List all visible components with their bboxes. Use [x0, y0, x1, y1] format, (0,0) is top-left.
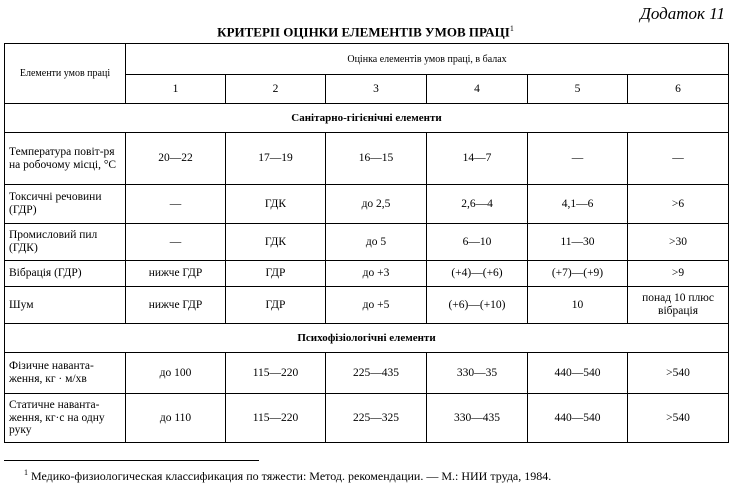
page-title	[0, 24, 731, 40]
header-score: 5	[528, 75, 628, 104]
section-title: Психофізіологічні елементи	[5, 324, 729, 353]
cell: (+6)—(+10)	[427, 287, 528, 324]
cell: 115—220	[226, 394, 326, 443]
table-row	[5, 394, 729, 443]
footnote-mark: 1	[24, 468, 28, 477]
cell: 10	[528, 287, 628, 324]
cell: 16—15	[326, 133, 427, 185]
cell: нижче ГДР	[126, 287, 226, 324]
cell: >6	[628, 185, 729, 224]
cell: до 100	[126, 353, 226, 394]
section-title: Санітарно-гігієнічні елементи	[5, 104, 729, 133]
cell: 4,1—6	[528, 185, 628, 224]
table-row	[5, 353, 729, 394]
cell: ГДК	[226, 224, 326, 261]
cell: (+4)—(+6)	[427, 261, 528, 287]
header-score: 3	[326, 75, 427, 104]
footnote-divider	[4, 460, 259, 461]
cell: >30	[628, 224, 729, 261]
cell: 11—30	[528, 224, 628, 261]
table-row	[5, 287, 729, 324]
cell: 330—435	[427, 394, 528, 443]
cell: ГДР	[226, 261, 326, 287]
header-score: 6	[628, 75, 729, 104]
row-label: Температура повіт-ря на робочому місці, °С	[5, 133, 126, 185]
title-footnote-mark: 1	[509, 24, 514, 33]
header-score: 2	[226, 75, 326, 104]
cell: 6—10	[427, 224, 528, 261]
cell: 330—35	[427, 353, 528, 394]
cell: 225—435	[326, 353, 427, 394]
row-label: Фізичне наванта-ження, кг · м/хв	[5, 353, 126, 394]
cell: >540	[628, 353, 729, 394]
table-row	[5, 133, 729, 185]
row-label: Токсичні речовини (ГДР)	[5, 185, 126, 224]
table-row	[5, 261, 729, 287]
cell: —	[528, 133, 628, 185]
footnote	[24, 468, 551, 484]
cell: 115—220	[226, 353, 326, 394]
cell: 14—7	[427, 133, 528, 185]
table-row	[5, 185, 729, 224]
cell: до +3	[326, 261, 427, 287]
cell: ГДК	[226, 185, 326, 224]
cell: —	[126, 224, 226, 261]
table-row	[5, 224, 729, 261]
cell: (+7)—(+9)	[528, 261, 628, 287]
cell: до 5	[326, 224, 427, 261]
cell: до +5	[326, 287, 427, 324]
cell: нижче ГДР	[126, 261, 226, 287]
header-score-label: Оцінка елементів умов праці, в балах	[126, 44, 729, 75]
row-label: Промисловий пил (ГДК)	[5, 224, 126, 261]
cell: до 2,5	[326, 185, 427, 224]
appendix-label: Додаток 11	[640, 4, 725, 23]
cell: >540	[628, 394, 729, 443]
cell: 440—540	[528, 394, 628, 443]
header-score: 4	[427, 75, 528, 104]
title-text: КРИТЕРІІ ОЦІНКИ ЕЛЕМЕНТІВ УМОВ ПРАЦІ	[217, 24, 510, 40]
cell: 20—22	[126, 133, 226, 185]
header-score: 1	[126, 75, 226, 104]
cell: 17—19	[226, 133, 326, 185]
cell: —	[628, 133, 729, 185]
cell: ГДР	[226, 287, 326, 324]
cell: до 110	[126, 394, 226, 443]
row-label: Шум	[5, 287, 126, 324]
row-label: Вібрація (ГДР)	[5, 261, 126, 287]
header-element-label: Елементи умов праці	[5, 44, 126, 104]
cell: >9	[628, 261, 729, 287]
footnote-text: Медико-физиологическая классификация по тяжести: Метод. рекомендации. — М.: НИИ труда, 1984.	[28, 469, 552, 483]
cell: 225—325	[326, 394, 427, 443]
criteria-table	[4, 43, 729, 443]
cell: понад 10 плюс вібрація	[628, 287, 729, 324]
cell: 2,6—4	[427, 185, 528, 224]
cell: —	[126, 185, 226, 224]
cell: 440—540	[528, 353, 628, 394]
row-label: Статичне наванта-ження, кг·с на одну руку	[5, 394, 126, 443]
